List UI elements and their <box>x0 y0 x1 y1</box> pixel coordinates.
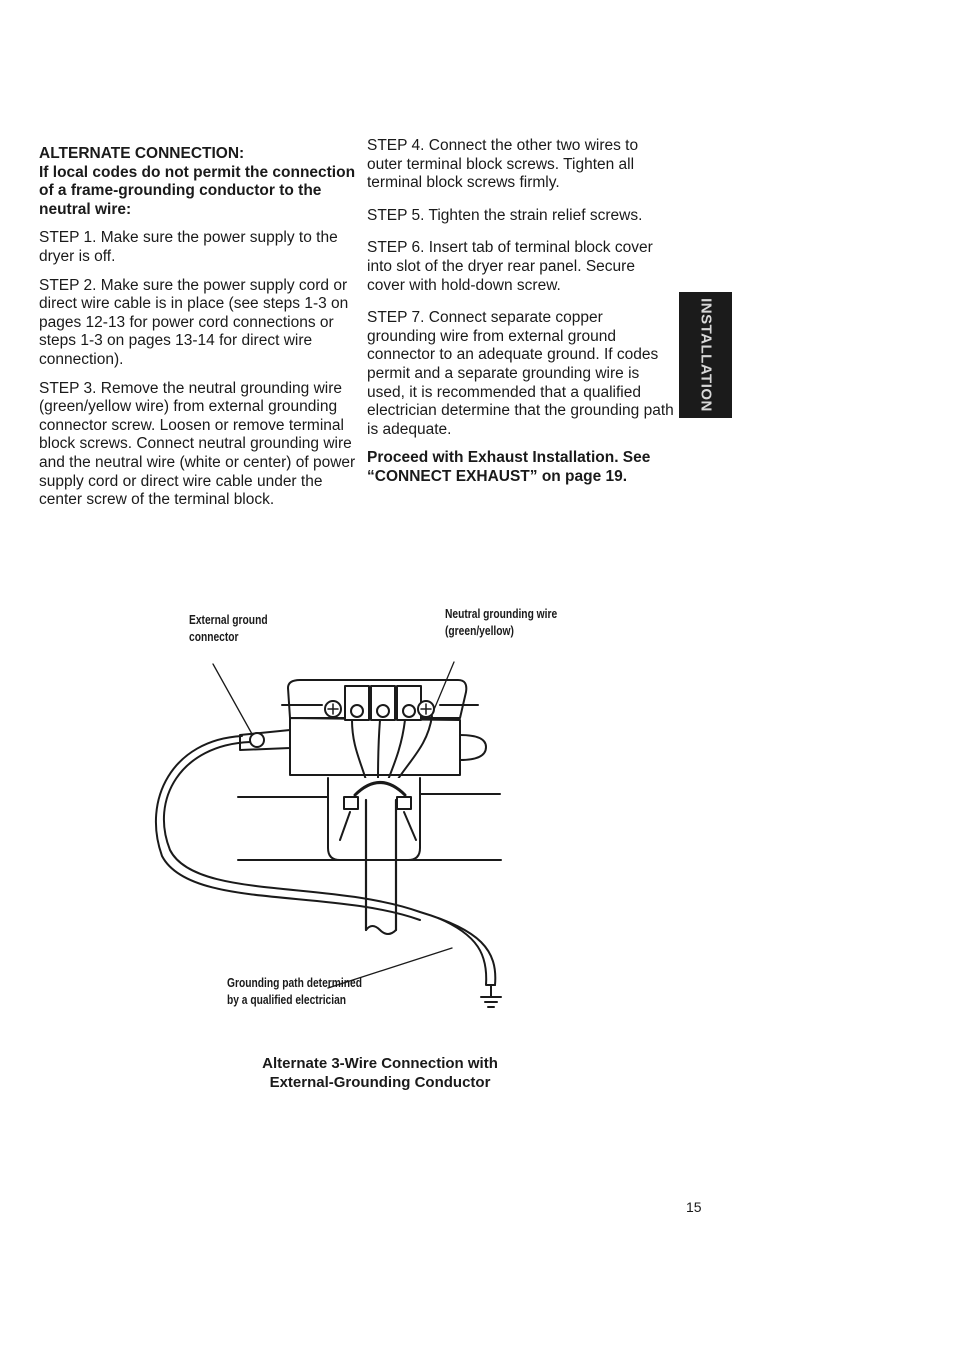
step-label: STEP 5. <box>367 206 425 224</box>
proceed-note: Proceed with Exhaust Installation. See “CONNECT EXHAUST” on page 19. <box>367 449 651 485</box>
callout-external-ground-connector: External ground connector <box>189 613 268 644</box>
callout-grounding-path: Grounding path determined by a qualified electrician <box>227 976 362 1007</box>
step-text: Make sure the power supply cord or direct wire cable is in place (see steps 1-3 on pages 12-13 for power cord connections or steps 1-3 on pages 13-14 for direct wire connection). <box>39 276 349 368</box>
step-label: STEP 6. <box>367 239 425 257</box>
figure-caption: Alternate 3-Wire Connection with External-Grounding Conductor <box>262 1055 498 1091</box>
leader-line <box>213 664 252 734</box>
terminal-block <box>290 718 460 775</box>
step-label: STEP 2. <box>39 276 97 294</box>
page-number: 15 <box>686 1199 702 1215</box>
cover-hook <box>460 735 486 760</box>
terminal-screw-icon <box>377 705 389 717</box>
step-label: STEP 4. <box>367 137 425 154</box>
step-text: Remove the neutral grounding wire (green/yellow wire) from external grounding connector screw. Loosen or remove terminal block screws. Connect neutral grounding wire and the neutral wire (white or center) of power supply cord or direct wire cable under the center screw of the terminal block. <box>39 379 356 509</box>
callout-neutral-grounding-wire: Neutral grounding wire (green/yellow) <box>445 607 558 638</box>
step-text: Tighten the strain relief screws. <box>428 206 643 224</box>
terminal-screw-icon <box>351 705 363 717</box>
step-text: Make sure the power supply to the dryer is off. <box>39 229 338 265</box>
step-text: Connect separate copper grounding wire from external ground connector to an adequate ground. If codes permit and a separate grounding wire is used, it is recommended that a qualified electrician determine that the grounding path is adequate. <box>367 309 674 438</box>
grounding-wire-end <box>438 918 495 985</box>
strain-relief-screw <box>397 797 411 809</box>
side-tab-label: INSTALLATION <box>697 298 714 412</box>
step-label: STEP 3. <box>39 379 97 397</box>
step-text: Connect the other two wires to outer terminal block screws. Tighten all terminal block screws firmly. <box>367 137 639 192</box>
step-label: STEP 1. <box>39 229 97 247</box>
ground-connector-screw-icon <box>250 733 264 747</box>
strain-relief-screw <box>344 797 358 809</box>
step-label: STEP 7. <box>367 309 425 327</box>
power-cord-cut <box>366 926 396 934</box>
section-heading: ALTERNATE CONNECTION: <box>39 145 245 162</box>
section-subheading: If local codes do not permit the connection of a frame-grounding conductor to the neutral wire: <box>39 163 356 218</box>
terminal-screw-icon <box>403 705 415 717</box>
step-text: Insert tab of terminal block cover into slot of the dryer rear panel. Secure cover with hold-down screw. <box>367 239 653 294</box>
